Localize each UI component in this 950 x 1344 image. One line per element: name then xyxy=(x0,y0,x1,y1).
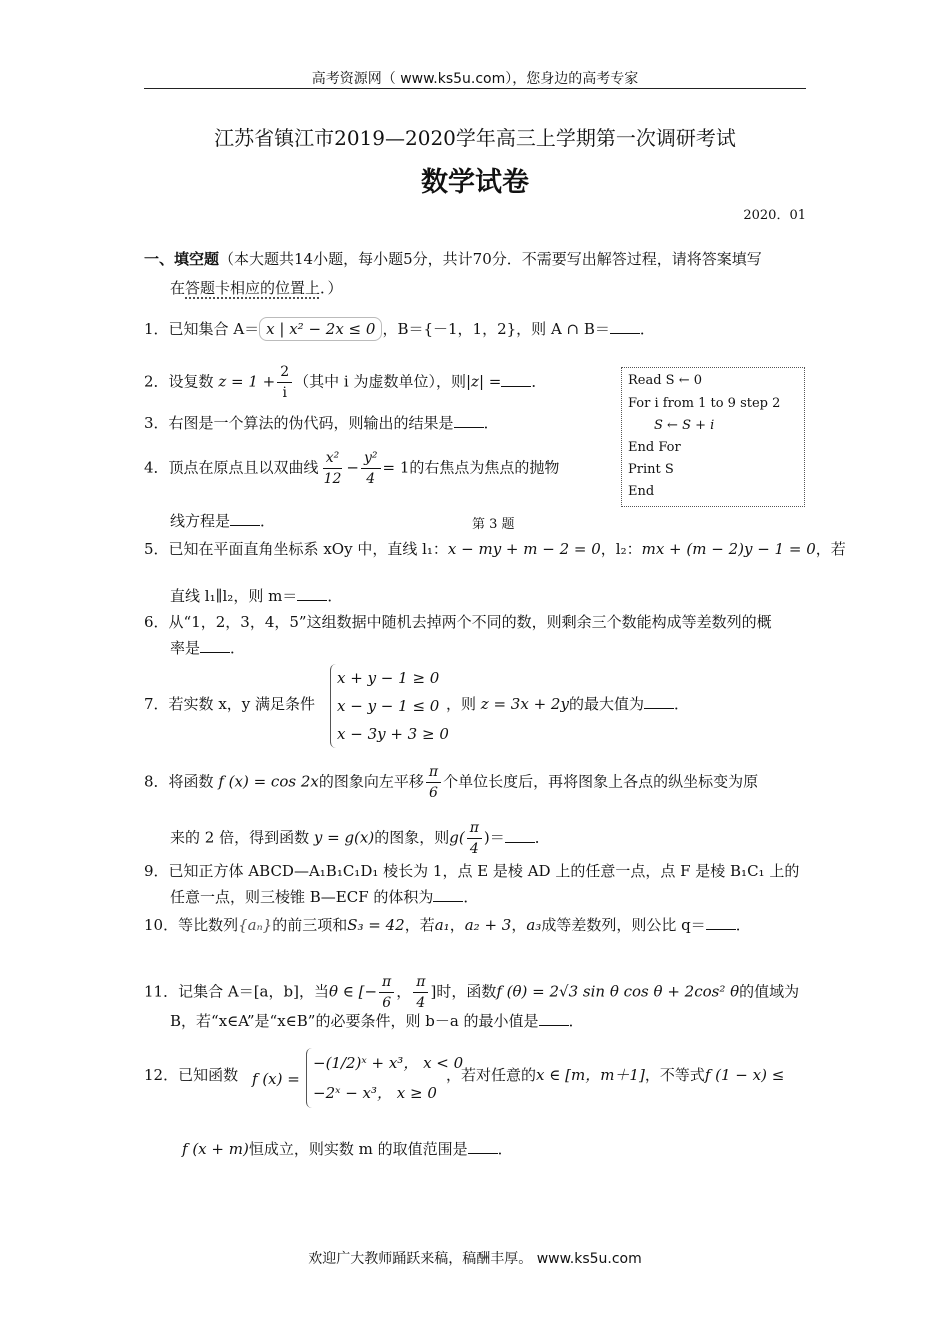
math-expression: x − my + m − 2 = 0 xyxy=(447,540,601,558)
header-divider xyxy=(144,88,806,89)
question-text: 的值域为 xyxy=(739,982,800,1001)
question-11 xyxy=(144,972,799,1013)
fraction-numerator: x² xyxy=(323,448,343,469)
question-2 xyxy=(144,362,546,403)
question-text: 的右焦点为焦点的抛物 xyxy=(409,458,560,477)
question-8-cont xyxy=(170,818,550,859)
answer-blank xyxy=(610,319,640,334)
math-expression: {aₙ} xyxy=(238,916,273,934)
question-text: 任意一点，则三棱锥 B—ECF 的体积为 xyxy=(170,888,434,906)
section-desc-suffix: ．） xyxy=(320,279,343,297)
answer-blank xyxy=(454,413,484,428)
piecewise-lhs: f (x) = xyxy=(252,1070,300,1088)
answer-blank xyxy=(706,915,736,930)
piecewise-function xyxy=(306,1048,463,1108)
question-text: 右图是一个算法的伪代码，则输出的结果是 xyxy=(168,414,454,432)
question-number: 12． xyxy=(144,1066,179,1084)
question-number: 3． xyxy=(144,414,169,432)
question-number: 1． xyxy=(144,320,169,338)
fraction-denominator: 12 xyxy=(323,471,342,487)
section-desc-prefix: 在 xyxy=(170,279,186,297)
question-text: ，若 xyxy=(404,916,435,934)
question-end: ． xyxy=(497,1140,513,1158)
question-end: ． xyxy=(463,888,479,906)
fraction-numerator: y² xyxy=(361,448,381,469)
math-expression: θ ∈ [− xyxy=(328,982,378,1001)
fraction xyxy=(361,448,381,489)
question-9-cont xyxy=(170,886,478,907)
question-5 xyxy=(144,538,846,559)
question-7 xyxy=(144,693,315,714)
question-end: ． xyxy=(230,639,246,657)
constraint-system xyxy=(330,664,449,748)
question-7-cont xyxy=(446,693,689,714)
question-text: 恒成立，则实数 m 的取值范围是 xyxy=(248,1140,468,1158)
fraction xyxy=(426,762,441,803)
question-text: ，则 xyxy=(446,695,477,713)
question-4 xyxy=(144,448,559,489)
question-12-cont xyxy=(446,1064,784,1085)
code-line: Print S xyxy=(628,462,674,477)
question-text: 个单位长度后，再将图象上各点的纵坐标变为原 xyxy=(443,772,759,791)
fraction-numerator: π xyxy=(379,972,394,993)
math-expression: f (θ) = 2√3 sin θ cos θ + 2cos² θ xyxy=(496,982,740,1001)
question-number: 5． xyxy=(144,540,169,558)
question-6 xyxy=(144,611,772,632)
paper-title: 数学试卷 xyxy=(421,167,529,198)
math-expression: f (1 − x) ≤ xyxy=(704,1066,785,1084)
fraction-denominator: i xyxy=(282,385,287,401)
question-12 xyxy=(144,1064,238,1085)
math-expression: f (x + m) xyxy=(182,1140,249,1158)
question-text: 已知在平面直角坐标系 xOy 中，直线 l₁： xyxy=(168,540,448,558)
constraint: x − y − 1 ≤ 0 xyxy=(337,697,440,715)
figure-caption: 第 3 题 xyxy=(472,517,515,532)
math-expression: |z| = xyxy=(466,372,502,391)
question-end: ． xyxy=(639,320,655,338)
question-end: ． xyxy=(568,1012,584,1030)
question-text: ，l₂： xyxy=(600,540,642,558)
question-5-cont xyxy=(170,585,342,606)
question-text: 的图象，则 xyxy=(374,828,450,847)
question-8 xyxy=(144,762,758,803)
math-expression: x ∈ [m，m＋1] xyxy=(536,1066,645,1084)
section-desc-emphasis: 答题卡相应的位置上 xyxy=(185,279,321,297)
code-line: S ← S + i xyxy=(654,418,715,433)
question-end: ． xyxy=(534,828,550,847)
question-number: 6． xyxy=(144,613,169,631)
question-text: 记集合 A＝[a，b]，当 xyxy=(178,982,329,1001)
piecewise-case: −2ˣ − x³， x ≥ 0 xyxy=(313,1084,437,1102)
question-number: 10． xyxy=(144,916,179,934)
math-expression: mx + (m − 2)y − 1 = 0 xyxy=(641,540,816,558)
question-text: 顶点在原点且以双曲线 xyxy=(168,458,319,477)
fraction-denominator: 4 xyxy=(416,995,426,1011)
math-expression: a₂ + 3 xyxy=(464,916,512,934)
section-desc-2 xyxy=(170,277,343,298)
answer-blank xyxy=(230,511,260,526)
question-text: 从“1，2，3，4，5”这组数据中随机去掉两个不同的数，则剩余三个数能构成等差数列的概 xyxy=(168,613,772,631)
question-text: 已知正方体 ABCD—A₁B₁C₁D₁ 棱长为 1，点 E 是棱 AD 上的任意一点，点 F 是棱 B₁C₁ 上的 xyxy=(168,862,800,880)
question-end: ． xyxy=(673,695,689,713)
answer-blank xyxy=(501,372,531,387)
question-text: 的图象向左平移 xyxy=(318,772,424,791)
site-header: 高考资源网（ www.ks5u.com），您身边的高考专家 xyxy=(311,71,639,87)
fraction-numerator: π xyxy=(426,762,441,783)
question-text: 若实数 x，y 满足条件 xyxy=(168,695,316,713)
question-text: ，若 xyxy=(815,540,846,558)
question-number: 2． xyxy=(144,372,169,391)
code-line: End For xyxy=(628,440,681,455)
section-heading xyxy=(144,248,762,269)
constraint: x − 3y + 3 ≥ 0 xyxy=(337,725,449,743)
question-number: 7． xyxy=(144,695,169,713)
answer-blank xyxy=(297,586,327,601)
question-text: 成等差数列，则公比 q＝ xyxy=(541,916,706,934)
fraction-denominator: 4 xyxy=(469,841,479,857)
question-end: ． xyxy=(483,414,499,432)
question-text: 已知集合 A＝ xyxy=(168,320,260,338)
math-expression: f (x) = cos 2x xyxy=(218,772,319,791)
question-text: 线方程是 xyxy=(170,512,231,530)
fraction-numerator: 2 xyxy=(277,362,292,383)
math-expression: = 1 xyxy=(382,458,410,477)
question-text: 来的 2 倍，得到函数 xyxy=(170,828,310,847)
fraction xyxy=(467,818,482,859)
question-end: ． xyxy=(531,372,547,391)
question-number: 11． xyxy=(144,982,179,1001)
question-end: ． xyxy=(260,512,276,530)
exam-title: 江苏省镇江市2019—2020学年高三上学期第一次调研考试 xyxy=(214,126,736,150)
math-expression: z = 1 + xyxy=(218,372,276,391)
fraction-numerator: π xyxy=(467,818,482,839)
math-expression: S₃ = 42 xyxy=(347,916,405,934)
question-number: 4． xyxy=(144,458,169,477)
fraction xyxy=(321,448,345,489)
fraction-denominator: 4 xyxy=(366,471,376,487)
question-text: （其中 i 为虚数单位），则 xyxy=(294,372,466,391)
question-text: ，不等式 xyxy=(644,1066,705,1084)
piecewise-case: −(1/2)ˣ + x³， x < 0 xyxy=(313,1054,464,1072)
code-line: For i from 1 to 9 step 2 xyxy=(628,396,781,411)
math-expression: a₃ xyxy=(526,916,542,934)
code-line: Read S ← 0 xyxy=(628,373,703,388)
question-text: 设复数 xyxy=(168,372,214,391)
answer-blank xyxy=(433,887,463,902)
fraction xyxy=(379,972,394,1013)
question-text: 的最大值为 xyxy=(568,695,644,713)
question-3 xyxy=(144,412,499,433)
math-operator: ， xyxy=(396,982,412,1001)
question-11-cont xyxy=(170,1010,584,1031)
fraction-numerator: π xyxy=(413,972,428,993)
math-expression: y = g(x) xyxy=(313,828,375,847)
question-number: 8． xyxy=(144,772,169,791)
math-operator: − xyxy=(346,458,359,477)
question-end: ． xyxy=(327,587,343,605)
question-text: 等比数列 xyxy=(178,916,239,934)
question-12-cont-2 xyxy=(182,1138,513,1159)
fraction xyxy=(277,362,292,403)
question-10: 10．等比数列{aₙ}的前三项和S₃ = 42，若a₁，a₂ + 3，a₃成等差数列，则公比 q＝ ． xyxy=(144,916,751,934)
section-desc: （本大题共14小题，每小题5分，共计70分．不需要写出解答过程，请将答案填写 xyxy=(219,250,762,268)
question-text: ]时，函数 xyxy=(430,982,497,1001)
math-expression: g( xyxy=(449,828,465,847)
question-9 xyxy=(144,860,799,881)
question-text: 已知函数 xyxy=(178,1066,239,1084)
answer-blank xyxy=(505,828,535,843)
math-expression: )＝ xyxy=(483,828,505,847)
math-expression: a₁ xyxy=(434,916,450,934)
question-text: 的前三项和 xyxy=(272,916,348,934)
pseudocode-box xyxy=(621,367,805,507)
set-notation: x | x² − 2x ≤ 0 xyxy=(259,317,382,341)
question-text: 率是 xyxy=(170,639,201,657)
question-4-cont xyxy=(170,510,275,531)
fraction-denominator: 6 xyxy=(382,995,392,1011)
exam-date: 2020．01 xyxy=(743,208,806,223)
constraint: x + y − 1 ≥ 0 xyxy=(337,669,440,687)
answer-blank xyxy=(644,694,674,709)
question-text: ，若对任意的 xyxy=(446,1066,537,1084)
answer-blank xyxy=(200,638,230,653)
question-text: ，B＝{－1，1，2}，则 A ∩ B＝ xyxy=(382,320,610,338)
question-end: ． xyxy=(735,916,751,934)
answer-blank xyxy=(468,1139,498,1154)
question-1 xyxy=(144,318,655,339)
question-text: B，若“x∈A”是“x∈B”的必要条件，则 b－a 的最小值是 xyxy=(170,1012,539,1030)
site-footer: 欢迎广大教师踊跃来稿，稿酬丰厚。 www.ks5u.com xyxy=(308,1251,642,1267)
question-6-cont xyxy=(170,637,245,658)
question-text: 直线 l₁∥l₂，则 m＝ xyxy=(170,587,298,605)
question-number: 9． xyxy=(144,862,169,880)
question-text: 将函数 xyxy=(168,772,214,791)
math-expression: z = 3x + 2y xyxy=(480,695,569,713)
answer-blank xyxy=(539,1011,569,1026)
section-label: 一、填空题 xyxy=(144,250,220,268)
fraction-denominator: 6 xyxy=(429,785,438,801)
code-line: End xyxy=(628,484,655,499)
fraction xyxy=(413,972,428,1013)
